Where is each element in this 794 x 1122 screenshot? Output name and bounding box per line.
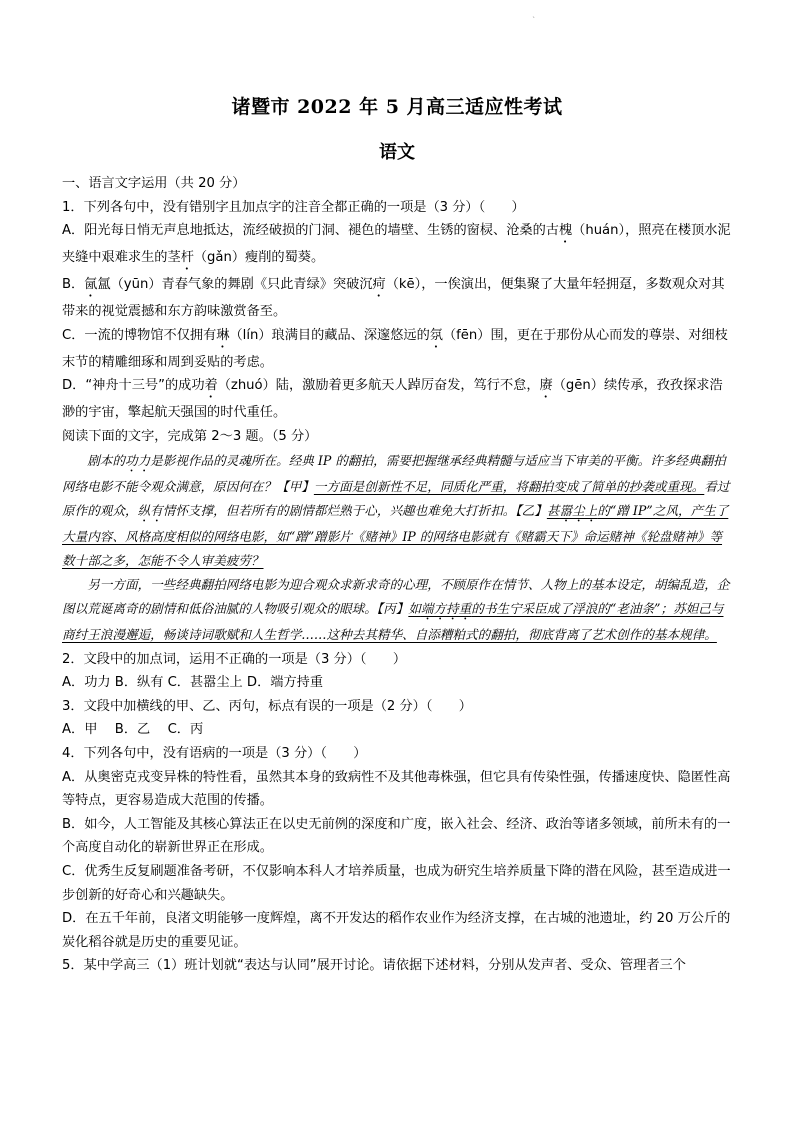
sentence-yi: 甚嚣尘上的“蹭 IP”之风，产生了大量内容、风格高度相似的网络电影，如“蹭”蹭影片《赌神》IP 的网络电影就有《赌霸天下》命运赌神《轮盘赌神》等数十部之多，怎能不令人审美疲劳？ bbox=[62, 502, 729, 568]
sentence-jia: 一方面是创新性不足，同质化严重，将翻拍变成了简单的抄袭或重现。 bbox=[313, 478, 705, 494]
section-heading: 一、语言文字运用（共 20 分） bbox=[62, 176, 246, 191]
question-5-stem: 5．某中学高三（1）班计划就“表达与认同”展开讨论。请依据下述材料，分别从发声者、受众、管理者三个 bbox=[62, 958, 686, 974]
question-4-option-c: C．优秀生反复刷题准备考研，不仅影响本科人才培养质量，也成为研究生培养质量下降的潜在风险，甚至造成进一步创新的好奇心和兴趣缺失。 bbox=[62, 863, 731, 903]
sentence-bing: 如端方持重的书生宁采臣成了浮浪的“老油条”；苏妲己与商纣王浪漫邂逅，畅谈诗词歌赋和人生哲学……这种去其精华、自添糟粕式的翻拍，彻底背离了艺术创作的基本规律。 bbox=[62, 601, 724, 643]
question-1-option-a: A．阳光每日悄无声息地抵达，流经破损的门洞、褪色的墙壁、生锈的窗棂、沧桑的古槐（huán），照亮在楼顶水泥夹缝中艰难求生的茎杆（gǎn）瘦削的蜀葵。 bbox=[62, 223, 731, 266]
question-4-option-b: B．如今，人工智能及其核心算法正在以史无前例的深度和广度，嵌入社会、经济、政治等诸多领域，前所未有的一个高度自动化的崭新世界正在形成。 bbox=[62, 816, 731, 856]
question-4-option-d: D．在五千年前，良渚文明能够一度辉煌，离不开发达的稻作农业作为经济支撑，在古城的池遗址，约 20 万公斤的炭化稻谷就是历史的重要见证。 bbox=[62, 911, 731, 950]
exam-title: 诸暨市 2022 年 5 月高三适应性考试 bbox=[231, 96, 563, 118]
subject-title: 语文 bbox=[379, 142, 415, 163]
question-1-option-c: C．一流的博物馆不仅拥有琳（lín）琅满目的藏品、深邃悠远的氛（fēn）围，更在于那份从心而发的尊崇、对细枝末节的精雕细琢和周到妥贴的考虑。 bbox=[62, 327, 728, 370]
question-2-options: A．功力 B．纵有 C．甚嚣尘上 D．端方持重 bbox=[62, 675, 324, 691]
question-1-option-b: B．氤氲（yūn）青春气象的舞剧《只此青绿》突破沉疴（kē），一俟演出，便集聚了大量年轻拥趸，多数观众对其带来的视觉震撼和东方韵味激赏备至。 bbox=[62, 277, 725, 320]
question-2-stem: 2．文段中的加点词，运用不正确的一项是（3 分）（ ） bbox=[62, 651, 407, 667]
question-4-stem: 4．下列各句中，没有语病的一项是（3 分）（ ） bbox=[62, 745, 367, 761]
question-3-options: A．甲 B．乙 C．丙 bbox=[62, 722, 204, 738]
scan-mark: ` bbox=[532, 16, 536, 25]
exam-body bbox=[62, 172, 734, 978]
reading-instructions: 阅读下面的文字，完成第 2～3 题。（5 分） bbox=[62, 428, 318, 444]
question-1-stem: 1．下列各句中，没有错别字且加点字的注音全都正确的一项是（3 分）（ ） bbox=[62, 199, 525, 215]
question-1-option-d: D．“神舟十三号”的成功着（zhuó）陆，激励着更多航天人踔厉奋发，笃行不怠，赓（gēn）续传承，孜孜探求浩渺的宇宙，擎起航天强国的时代重任。 bbox=[62, 378, 723, 421]
question-3-stem: 3．文段中加横线的甲、乙、丙句，标点有误的一项是（2 分）（ ） bbox=[62, 698, 472, 714]
passage-paragraph-2: 另一方面，一些经典翻拍网络电影为迎合观众求新求奇的心理，不顾原作在情节、人物上的基本设定，胡编乱造，企图以荒诞离奇的剧情和低俗油腻的人物吸引观众的眼球。【丙】如端方持重的书生宁采臣成了浮浪的“老油条”；苏妲己与商纣王浪漫邂逅，畅谈诗词歌赋和人生哲学……这种去其精华、自添糟粕式的翻拍，彻底背离了艺术创作的基本规律。 bbox=[62, 577, 730, 643]
question-4-option-a: A．从奥密克戎变异株的特性看，虽然其本身的致病性不及其他毒株强，但它具有传染性强，传播速度快、隐匿性高等特点，更容易造成大范围的传播。 bbox=[62, 769, 731, 809]
passage-paragraph-1: 剧本的功力是影视作品的灵魂所在。经典 IP 的翻拍，需要把握继承经典精髓与适应当下审美的平衡。许多经典翻拍网络电影不能令观众满意，原因何在？【甲】一方面是创新性不足，同质化严重，将翻拍变成了简单的抄袭或重现。看过原作的观众，纵有情怀支撑，但若所有的剧情都烂熟于心，兴趣也难免大打折扣。【乙】甚嚣尘上的“蹭 IP”之风，产生了大量内容、风格高度相似的网络电影，如“蹭”蹭影片《赌神》IP 的网络电影就有《赌霸天下》命运赌神《轮盘赌神》等数十部之多，怎能不令人审美疲劳？ bbox=[62, 452, 730, 568]
